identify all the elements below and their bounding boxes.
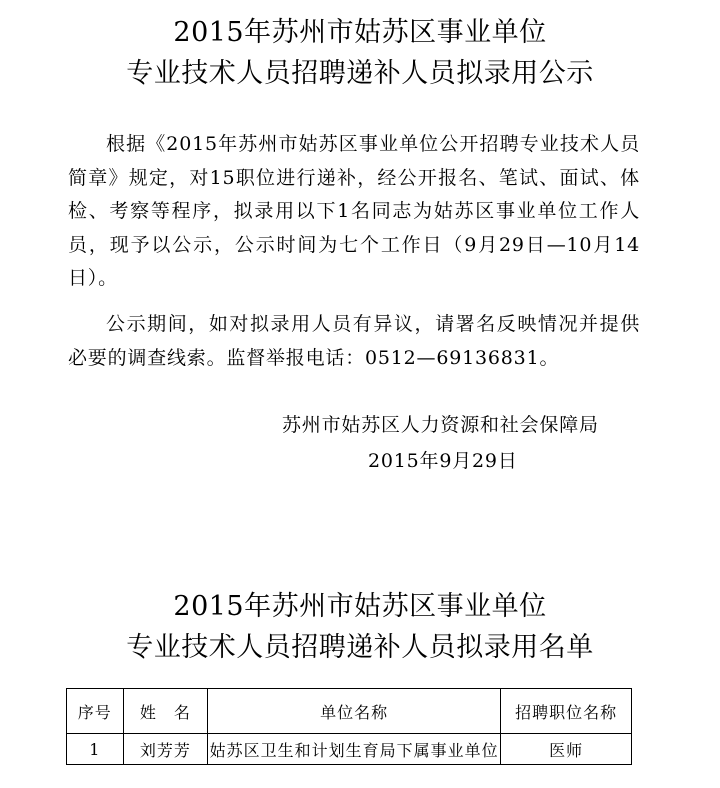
notice-paragraph-2: 公示期间，如对拟录用人员有异议，请署名反映情况并提供必要的调查线索。监督举报电话：0512—69136831。 (68, 313, 640, 369)
header-position: 招聘职位名称 (501, 689, 632, 734)
signature-organization: 苏州市姑苏区人力资源和社会保障局 (282, 414, 599, 436)
header-no: 序号 (67, 689, 124, 734)
roster-title-line2: 专业技术人员招聘递补人员拟录用名单 (126, 632, 594, 663)
signature-date: 2015年9月29日 (368, 450, 518, 472)
header-name: 姓 名 (123, 689, 207, 734)
roster-title-line1: 2015年苏州市姑苏区事业单位 (173, 591, 547, 622)
roster-table (66, 688, 632, 765)
notice-paragraph-1: 根据《2015年苏州市姑苏区事业单位公开招聘专业技术人员简章》规定，对15职位进行递补，经公开报名、笔试、面试、体检、考察等程序，拟录用以下1名同志为姑苏区事业单位工作人员，现予以公示，公示时间为七个工作日（9月29日—10月14日）。 (68, 133, 640, 289)
table-row (67, 734, 632, 765)
cell-name: 刘芳芳 (123, 734, 207, 765)
notice-title-line2: 专业技术人员招聘递补人员拟录用公示 (126, 58, 594, 89)
cell-unit: 姑苏区卫生和计划生育局下属事业单位 (208, 734, 501, 765)
cell-position: 医师 (501, 734, 632, 765)
notice-title-line1: 2015年苏州市姑苏区事业单位 (173, 17, 547, 48)
cell-no: 1 (67, 734, 124, 765)
header-unit: 单位名称 (208, 689, 501, 734)
table-header-row (67, 689, 632, 734)
